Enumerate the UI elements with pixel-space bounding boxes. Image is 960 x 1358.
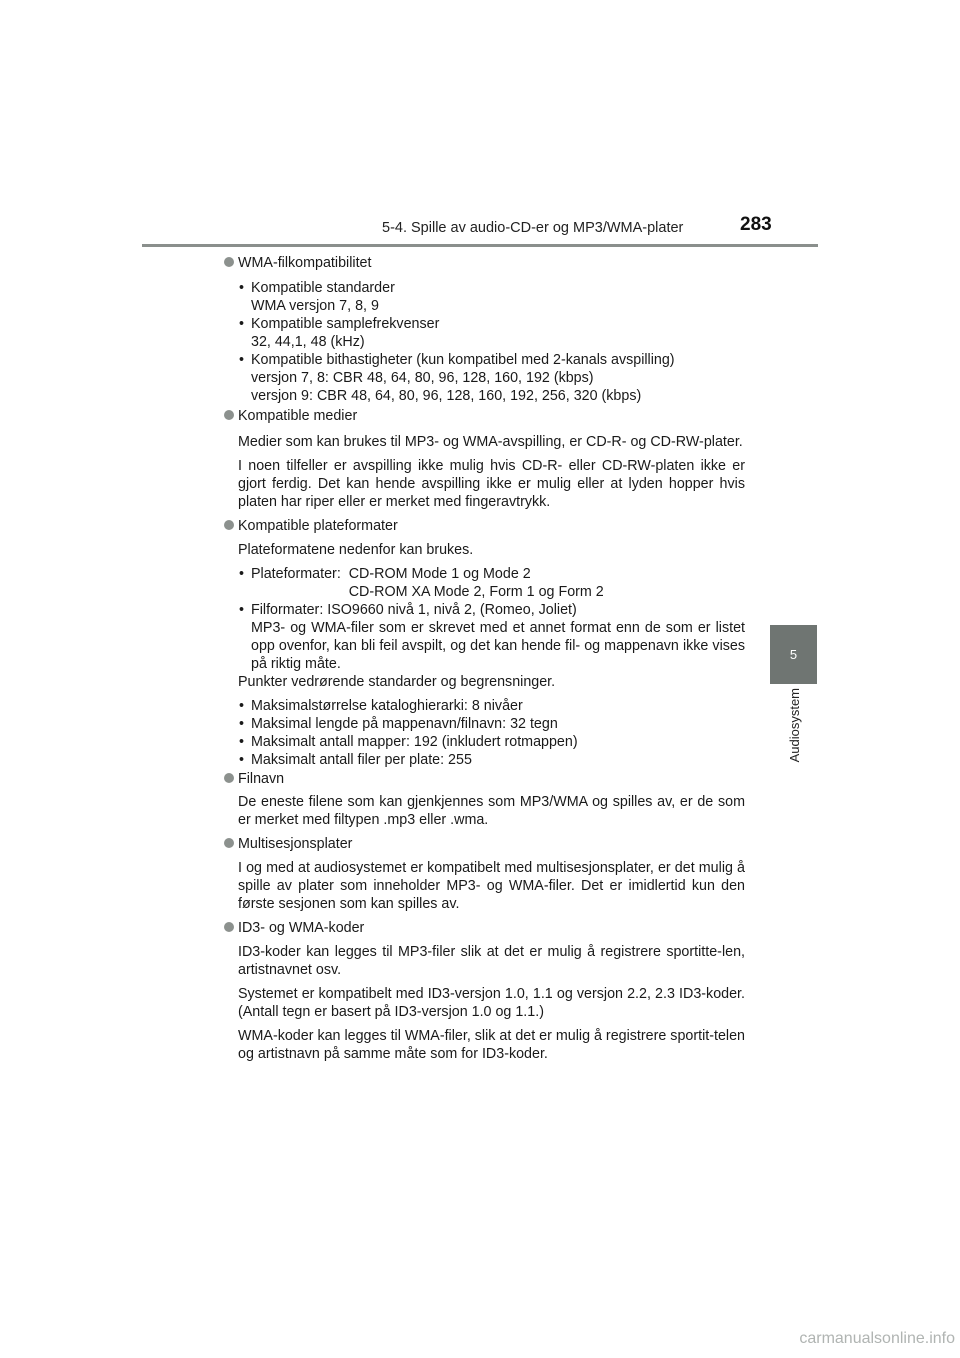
list-item: • Maksimalt antall mapper: 192 (inkludert rotmappen) (238, 733, 745, 751)
header-divider (142, 244, 818, 247)
chapter-tab (770, 625, 817, 684)
paragraph: Medier som kan brukes til MP3- og WMA-avspilling, er CD-R- og CD-RW-plater. (238, 434, 743, 450)
list-item: • Maksimalt antall filer per plate: 255 (238, 751, 745, 769)
bullet-dot-icon (224, 838, 234, 848)
list-item: • Kompatible bithastigheter (kun kompatibel med 2-kanals avspilling) versjon 7, 8: CBR 48, 64, 80, 96, 128, 160, 192 (kbps) versjon 9: CBR 48, 64, 80, 96, 128, 160, 192, 256, 320 (kbps) (238, 351, 745, 405)
chapter-label-text: Audiosystem (786, 688, 802, 763)
limits-list (238, 697, 745, 769)
section-heading-filename: Filnavn (222, 770, 745, 788)
page-content (222, 254, 745, 1063)
section-heading-media: Kompatible medier (222, 407, 745, 425)
paragraph: Systemet er kompatibelt med ID3-versjon 1.0, 1.1 og versjon 2.2, 2.3 ID3-koder. (Antall tegn er basert på ID3-versjon 1.0 og 1.1.) (238, 986, 745, 1020)
paragraph: I noen tilfeller er avspilling ikke mulig hvis CD-R- eller CD-RW-platen ikke er gjort ferdig. Det kan hende avspilling ikke er mulig eller at lyden hopper hvis platen har riper eller er merket med fingeravtrykk. (238, 458, 745, 510)
bullet-dot-icon (224, 410, 234, 420)
watermark: carmanualsonline.info (799, 1330, 955, 1347)
paragraph: WMA-koder kan legges til WMA-filer, slik at det er mulig å registrere sportit-telen og artistnavn på samme måte som for ID3-koder. (238, 1028, 745, 1062)
list-item: • Maksimal lengde på mappenavn/filnavn: 32 tegn (238, 715, 745, 733)
wma-list (238, 279, 745, 405)
formats-list (238, 565, 745, 673)
section-heading-formats: Kompatible plateformater (222, 517, 745, 535)
bullet-dot-icon (224, 773, 234, 783)
chapter-number: 5 (789, 647, 798, 662)
bullet-dot-icon (224, 257, 234, 267)
bullet-dot-icon (224, 520, 234, 530)
section-heading-multisession: Multisesjonsplater (222, 835, 745, 853)
paragraph: Plateformatene nedenfor kan brukes. (238, 542, 474, 558)
list-item: • Plateformater: CD-ROM Mode 1 og Mode 2 CD-ROM XA Mode 2, Form 1 og Form 2 (238, 565, 745, 601)
paragraph: I og med at audiosystemet er kompatibelt med multisesjonsplater, er det mulig å spille av plater som inneholder MP3- og WMA-filer. Det er imidlertid kun den første sesjonen som kan spilles av. (238, 860, 745, 912)
section-heading-wma: WMA-filkompatibilitet (222, 254, 745, 272)
paragraph: De eneste filene som kan gjenkjennes som MP3/WMA og spilles av, er de som er merket med filtypen .mp3 eller .wma. (238, 794, 745, 828)
list-item: • Filformater: ISO9660 nivå 1, nivå 2, (Romeo, Joliet) MP3- og WMA-filer som er skrevet med et annet format enn de som er listet opp ovenfor, kan bli feil avspilt, og det kan hende fil- og mappenavn ikke vises på riktig måte. (238, 601, 745, 673)
paragraph: ID3-koder kan legges til MP3-filer slik at det er mulig å registrere sportitte-len, artistnavnet osv. (238, 944, 745, 978)
section-heading-id3: ID3- og WMA-koder (222, 919, 745, 937)
running-header: 5-4. Spille av audio-CD-er og MP3/WMA-plater (382, 220, 684, 236)
bullet-dot-icon (224, 922, 234, 932)
list-item: • Maksimalstørrelse kataloghierarki: 8 nivåer (238, 697, 745, 715)
paragraph: Punkter vedrørende standarder og begrensninger. (238, 674, 556, 690)
list-item: • Kompatible standarder WMA versjon 7, 8, 9 (238, 279, 745, 315)
chapter-label (784, 688, 804, 788)
list-item: • Kompatible samplefrekvenser 32, 44,1, 48 (kHz) (238, 315, 745, 351)
page-number: 283 (740, 214, 772, 235)
